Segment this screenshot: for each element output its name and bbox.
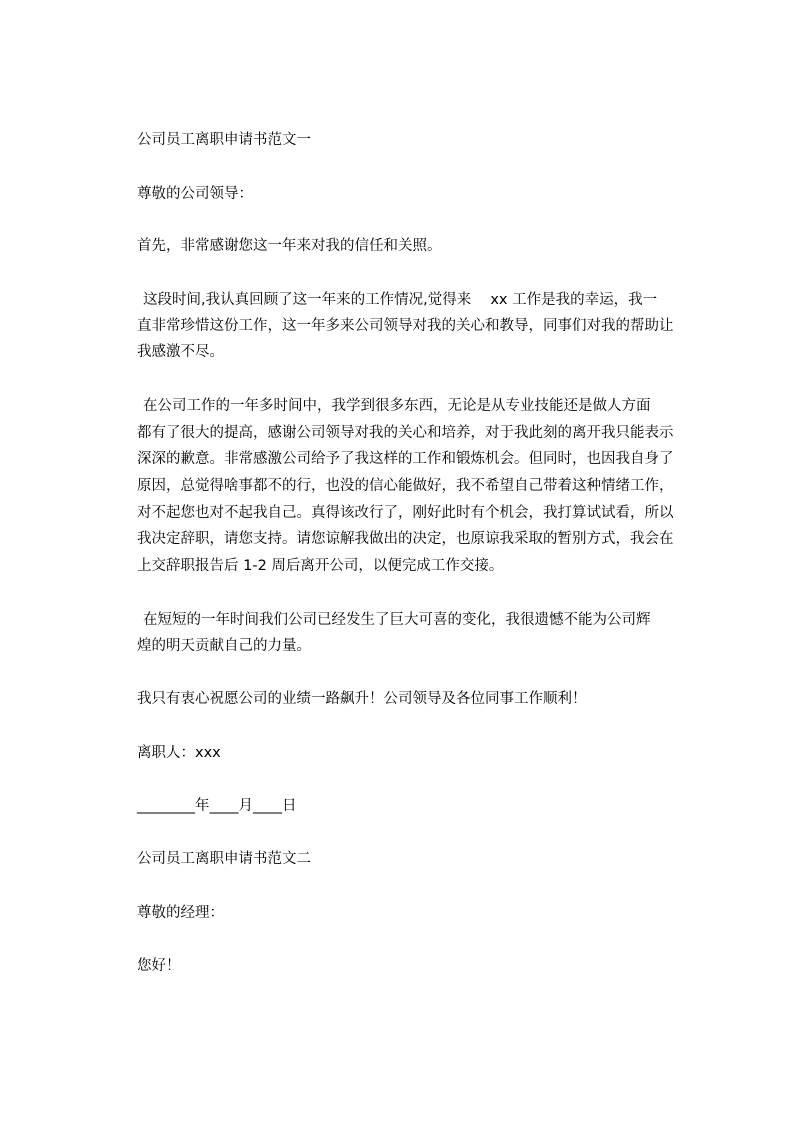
text-line: 都有了很大的提高，感谢公司领导对我的关心和培养，对于我此刻的离开我只能表示 — [137, 425, 674, 441]
text-line: 深深的歉意。非常感激公司给予了我这样的工作和锻炼机会。但同时，也因我自身了 — [137, 451, 674, 467]
text-line: 对不起您也对不起我自己。真得该改行了，刚好此时有个机会，我打算试试看，所以 — [137, 505, 674, 521]
paragraph-wishes: 我只有衷心祝愿公司的业绩一路飙升！公司领导及各位同事工作顺利！ — [137, 691, 587, 707]
text-line: 在短短的一年时间我们公司已经发生了巨大可喜的变化，我很遗憾不能为公司辉 — [143, 612, 651, 628]
text-line: 我感激不尽。 — [137, 344, 224, 360]
text-line: 上交辞职报告后 1-2 周后离开公司，以便完成工作交接。 — [137, 558, 504, 574]
text-line: 煌的明天贡献自己的力量。 — [137, 638, 311, 654]
text-line: 这段时间,我认真回顾了这一年来的工作情况,觉得来 xx 工作是我的幸运，我一 — [143, 292, 658, 308]
section-title-2: 公司员工离职申请书范文二 — [137, 851, 311, 867]
paragraph-thanks: 首先，非常感谢您这一年来对我的信任和关照。 — [137, 238, 442, 254]
text-line: 我决定辞职，请您支持。请您谅解我做出的决定，也原谅我采取的暂别方式，我会在 — [137, 531, 674, 547]
section-title-1: 公司员工离职申请书范文一 — [137, 132, 311, 148]
text-line: 直非常珍惜这份工作，这一年多来公司领导对我的关心和教导，同事们对我的帮助让 — [137, 318, 674, 334]
text-line: 原因，总觉得啥事都不的行，也没的信心能做好，我不希望自己带着这种情绪工作， — [137, 478, 674, 494]
salutation-2: 尊敬的经理： — [137, 905, 224, 921]
salutation-1: 尊敬的公司领导： — [137, 186, 253, 202]
greeting: 您好！ — [137, 958, 181, 974]
text-line: 在公司工作的一年多时间中，我学到很多东西，无论是从专业技能还是做人方面 — [143, 398, 651, 414]
signer: 离职人：xxx — [137, 745, 221, 761]
date-line: ________年____月____日 — [137, 798, 297, 814]
